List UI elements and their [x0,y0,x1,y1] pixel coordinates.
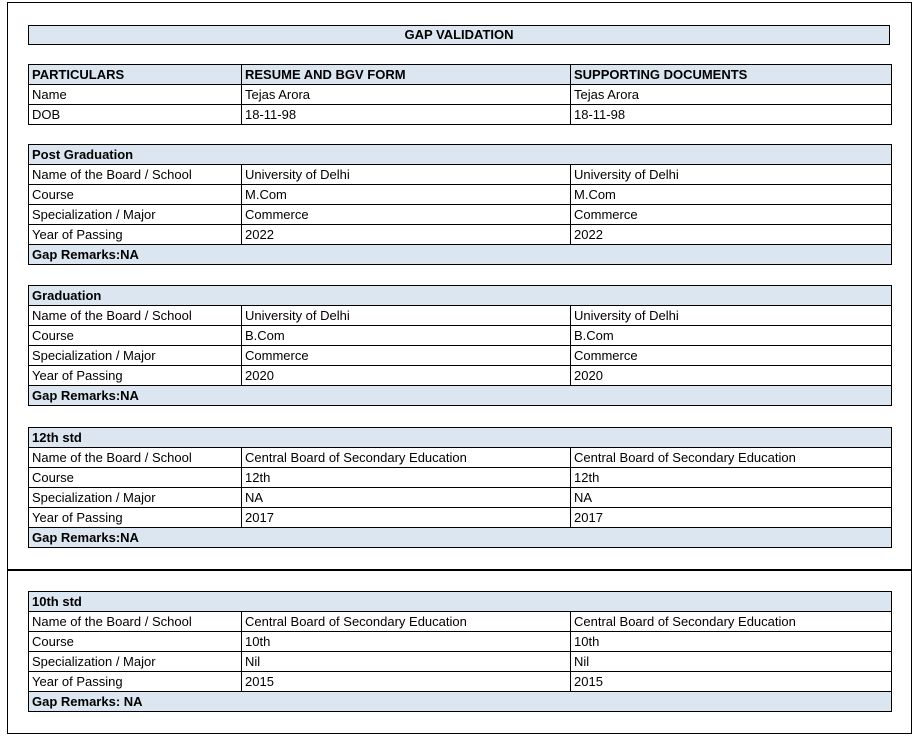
gap-remarks: Gap Remarks:NA [29,245,892,265]
resume-value: University of Delhi [242,306,571,326]
personal-details-table [28,64,892,125]
resume-value: 2020 [242,366,571,386]
row-label: Course [29,632,242,652]
section-10th-std [28,591,892,712]
table-row [29,346,892,366]
table-row [29,632,892,652]
docs-value: Commerce [571,346,892,366]
table-row [29,448,892,468]
row-label: Year of Passing [29,672,242,692]
row-label: Year of Passing [29,366,242,386]
section-heading: 10th std [29,592,892,612]
docs-value: Nil [571,652,892,672]
row-label: Name of the Board / School [29,165,242,185]
resume-value: 18-11-98 [242,105,571,125]
table-row [29,612,892,632]
resume-value: 12th [242,468,571,488]
resume-value: Central Board of Secondary Education [242,612,571,632]
section-graduation [28,285,892,406]
row-label: Name of the Board / School [29,612,242,632]
row-label: Year of Passing [29,508,242,528]
row-label: Name [29,85,242,105]
row-label: DOB [29,105,242,125]
resume-value: University of Delhi [242,165,571,185]
row-label: Specialization / Major [29,488,242,508]
docs-value: Tejas Arora [571,85,892,105]
docs-value: University of Delhi [571,306,892,326]
resume-value: Central Board of Secondary Education [242,448,571,468]
docs-value: 2015 [571,672,892,692]
gap-remarks: Gap Remarks:NA [29,528,892,548]
table-row [29,225,892,245]
row-label: Specialization / Major [29,652,242,672]
docs-value: 10th [571,632,892,652]
row-label: Course [29,468,242,488]
table-row [29,85,892,105]
resume-value: 2017 [242,508,571,528]
resume-value: Tejas Arora [242,85,571,105]
section-heading: Post Graduation [29,145,892,165]
resume-value: 2015 [242,672,571,692]
table-row [29,306,892,326]
table-row [29,185,892,205]
docs-value: 18-11-98 [571,105,892,125]
table-row [29,165,892,185]
docs-value: 12th [571,468,892,488]
row-label: Course [29,326,242,346]
resume-value: 10th [242,632,571,652]
table-row [29,468,892,488]
resume-value: B.Com [242,326,571,346]
row-label: Course [29,185,242,205]
section-12th-std [28,427,892,548]
row-label: Specialization / Major [29,205,242,225]
docs-value: 2017 [571,508,892,528]
gap-remarks: Gap Remarks:NA [29,386,892,406]
docs-value: Commerce [571,205,892,225]
section-post-graduation [28,144,892,265]
row-label: Name of the Board / School [29,448,242,468]
gap-remarks: Gap Remarks: NA [29,692,892,712]
table-row [29,105,892,125]
row-label: Year of Passing [29,225,242,245]
resume-value: Nil [242,652,571,672]
docs-value: 2020 [571,366,892,386]
resume-value: NA [242,488,571,508]
docs-value: NA [571,488,892,508]
table-row [29,366,892,386]
docs-value: Central Board of Secondary Education [571,612,892,632]
resume-value: M.Com [242,185,571,205]
docs-value: University of Delhi [571,165,892,185]
docs-value: B.Com [571,326,892,346]
resume-value: Commerce [242,346,571,366]
header-supporting-docs: SUPPORTING DOCUMENTS [571,65,892,85]
table-row [29,672,892,692]
section-heading: 12th std [29,428,892,448]
resume-value: 2022 [242,225,571,245]
table-row [29,488,892,508]
resume-value: Commerce [242,205,571,225]
docs-value: M.Com [571,185,892,205]
table-row [29,205,892,225]
page-title: GAP VALIDATION [28,25,890,45]
section-heading: Graduation [29,286,892,306]
table-row [29,652,892,672]
table-header-row [29,65,892,85]
row-label: Specialization / Major [29,346,242,366]
table-row [29,326,892,346]
header-resume-bgv: RESUME AND BGV FORM [242,65,571,85]
docs-value: 2022 [571,225,892,245]
header-particulars: PARTICULARS [29,65,242,85]
docs-value: Central Board of Secondary Education [571,448,892,468]
row-label: Name of the Board / School [29,306,242,326]
table-row [29,508,892,528]
